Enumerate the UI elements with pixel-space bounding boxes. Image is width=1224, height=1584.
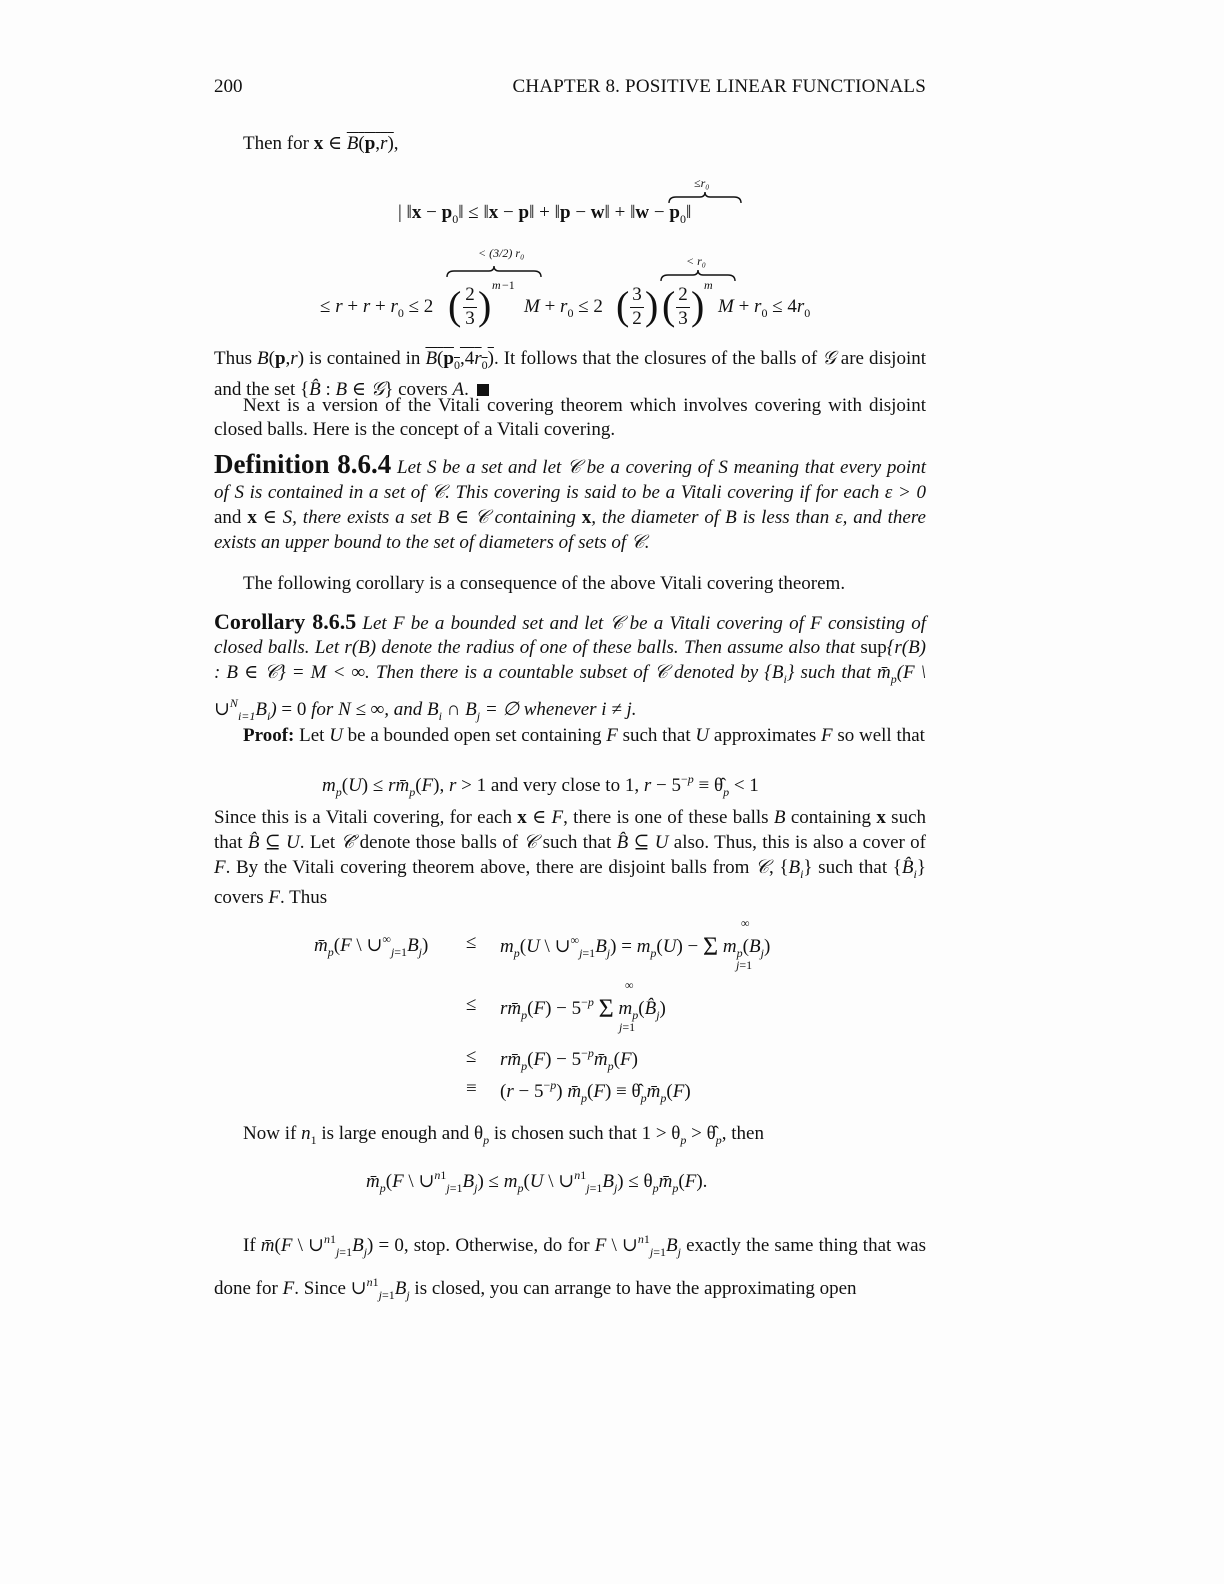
eq1-brace-label: ≤r₀ <box>694 176 710 190</box>
eq1-overbrace-b <box>660 270 736 282</box>
paragraph-thus: Thus B(p,r) is contained in $B(p_0,4r_0)$. It follows that the closures of the balls of 𝒢 are disjoint and the set {B̂ : B ∈ 𝒢} covers A. <box>214 347 927 400</box>
intro-line: Then for x ∈ $\overline{B}(p,r)$, <box>243 133 399 154</box>
paragraph-following: The following corollary is a consequence of the above Vitali covering theorem. <box>243 573 846 594</box>
eq1-line1: | ‖x − $p_0‖$ ≤ ‖x − p‖ + ‖p − w‖ + ‖w − $p_0‖$ <box>398 202 692 226</box>
proof-label: Proof: <box>243 725 295 746</box>
chapter-title: CHAPTER 8. POSITIVE LINEAR FUNCTIONALS <box>512 76 926 97</box>
corollary-label: Corollary 8.6.5 <box>214 609 357 634</box>
eq1-brace-b-label: < r₀ <box>686 254 706 268</box>
paragraph-now: Now if $n_1$ is large enough and $\theta_p$ is chosen such that $1 > \theta_p$ > $\thetâ_p$, then <box>243 1123 764 1147</box>
final-equation: $m̄_p(F$ \ $\cup^{n1}_{j=1}B_j) \le m_p(U$ \ $\cup^{n1}_{j=1}B_j$) ≤ $\theta_pm̄_p(F)$. <box>366 1168 708 1195</box>
sum2-bottom: j=1 <box>619 1020 636 1034</box>
eq1-brace-a-label: < (3/2) r₀ <box>478 246 525 260</box>
eq1-overbrace-a <box>446 266 542 278</box>
corollary-block: Corollary 8.6.5 Let F be a bounded set and let 𝒞 be a Vitali covering of F consisting of closed balls. Let r(B) denote the radius of one of these balls. Then assume also that sup{r(B) : B ∈ 𝒞} = M < ∞. Then there is a countable subset of 𝒞 denoted by $\{B_i\}$ such that $m̄_p(F$ \ $\cup^N_{i=1}B_i) = 0$ for N ≤ ∞, and $B_i$ ∩ $B_j$ = ∅ whenever i ≠ j. <box>214 609 927 723</box>
proof-intro: Proof: Let U be a bounded open set containing F such that U approximates F so well that <box>243 725 925 746</box>
align-row-4: $(r - 5^{-p})$ $m̄_p(F)$ ≡ $\thetâ_pm̄_p(F)$ <box>500 1078 691 1105</box>
align-row-2: $rm̄_p(F) - 5^{-p}$ Σ $m_p(B̂_j)$ <box>500 994 666 1023</box>
align-row-1: $m_p(U$ \ $\cup^\infty_{j=1}B_j) = m_p(U) - \Sigma$ $m_p(B_j)$ <box>500 932 771 961</box>
sum2-top: ∞ <box>625 978 634 992</box>
align-rel-4: ≡ <box>466 1078 477 1099</box>
definition-label: Definition 8.6.4 <box>214 449 392 479</box>
paragraph-next: Next is a version of the Vitali covering theorem which involves covering with disjoint closed balls. Here is the concept of a Vitali covering. <box>214 395 926 440</box>
proof-paragraph-2: Since this is a Vitali covering, for each x ∈ F, there is one of these balls B containing x such that B̂ ⊆ U. Let 𝒞̂ denote those balls of 𝒞 such that B̂ ⊆ U also. Thus, this is also a cover of F. By the Vitali covering theorem above, there are disjoint balls from 𝒞, $\{B_i\}$ such that $\{B̂_i\}$ covers F. Thus <box>214 807 927 908</box>
align-rel-2: ≤ <box>466 994 477 1015</box>
sum1-top: ∞ <box>741 916 750 930</box>
align-rel-3: ≤ <box>466 1046 477 1067</box>
document-page: 200 CHAPTER 8. POSITIVE LINEAR FUNCTIONALS Then for x ∈ $\overline{B}(p,r)$, ≤r₀ | ‖x − $p_0‖$ ≤ ‖x − p‖ + ‖p − w‖ + ‖w − $p_0‖$ < (3/2) r₀ < r₀ ≤ $r + r + r_0 \le 2$ ( 2 3 ) m −1 $M + r_0 \le 2$ ( 3 2 ) ( 2 3 ) m $M + r_0 \le 4r_0$ Thus B(p,r) is contained in $B(p_0,4r_0)$. It follows that the closures of the balls of 𝒢 are disjoint and the set {B̂ : B ∈ 𝒢} covers A. Next is a version of the Vitali covering theorem which involves covering with disjoint closed balls. Here is the concept of a Vitali covering. Definition 8.6.4 Let S be a set and let 𝒞 be a covering of S meaning that every point of S is contained in a set of 𝒞. This covering is said to be a Vitali covering if for each ε > 0 and x ∈ S, there exists a set B ∈ 𝒞 containing x, the diameter of B is less than ε, and there exists an upper bound to the set of diameters of sets of 𝒞. The following corollary is a consequence of the above Vitali covering theorem. Corollary 8.6.5 Let F be a bounded set and let 𝒞 be a Vitali covering of F consisting of closed balls. Let r(B) denote the radius of one of these balls. Then assume also that sup{r(B) : B ∈ 𝒞} = M < ∞. Then there is a countable subset of 𝒞 denoted by $\{B_i\}$ such that $m̄_p(F$ \ $\cup^N_{i=1}B_i) = 0$ for N ≤ ∞, and $B_i$ ∩ $B_j$ = ∅ whenever i ≠ j. Proof: Let U be a bounded open set containing F such that U approximates F so well that $m_p(U)$ ≤ $rm̄_p(F)$, r > 1 and very close to 1, $r - 5^{-p}$ ≡ $\thetâ_p < 1$ Since this is a Vitali covering, for each x ∈ F, there is one of these balls B containing x such that B̂ ⊆ U. Let 𝒞̂ denote those balls of 𝒞 such that B̂ ⊆ U also. Thus, this is also a cover of F. By the Vitali covering theorem above, there are disjoint balls from 𝒞, $\{B_i\}$ such that $\{B̂_i\}$ covers F. Thus $m̄_p(F$ \ $\cup^\infty_{j=1}B_j$) ≤ $m_p(U$ \ $\cup^\infty_{j=1}B_j) = m_p(U) - \Sigma$ $m_p(B_j)$ ∞ j=1 ≤ $rm̄_p(F) - 5^{-p}$ Σ $m_p(B̂_j)$ ∞ j=1 ≤ $rm̄_p(F)$ − $5^{-p}m̄_p(F)$ ≡ $(r - 5^{-p})$ $m̄_p(F)$ ≡ $\thetâ_pm̄_p(F)$ Now if $n_1$ is large enough and $\theta_p$ is chosen such that $1 > \theta_p$ > $\thetâ_p$, then $m̄_p(F$ \ $\cup^{n1}_{j=1}B_j) \le m_p(U$ \ $\cup^{n1}_{j=1}B_j$) ≤ $\theta_pm̄_p(F)$. If m̄(F \ $\cup^{n1}_{j=1}B_j) = 0$, stop. Otherwise, do for F \ $\cup^{n1}_{j=1}B_j$ exactly the same thing that was done for F. Since $\cup^{n1}_{j=1}B_j$ is closed, you can arrange to have the approximating open <box>0 0 1224 1584</box>
align-row-3: $rm̄_p(F)$ − $5^{-p}m̄_p(F)$ <box>500 1046 638 1073</box>
align-lhs: $m̄_p(F$ \ $\cup^\infty_{j=1}B_j$) <box>314 932 429 959</box>
sum1-bottom: j=1 <box>736 958 753 972</box>
align-rel-1: ≤ <box>466 932 477 953</box>
definition-block: Definition 8.6.4 Let S be a set and let 𝒞 be a covering of S meaning that every point of S is contained in a set of 𝒞. This covering is said to be a Vitali covering if for each ε > 0 and x ∈ S, there exists a set B ∈ 𝒞 containing x, the diameter of B is less than ε, and there exists an upper bound to the set of diameters of sets of 𝒞. <box>214 449 927 553</box>
paragraph-if: If m̄(F \ $\cup^{n1}_{j=1}B_j) = 0$, stop. Otherwise, do for F \ $\cup^{n1}_{j=1}B_j$ exactly the same thing that was done for F. Since $\cup^{n1}_{j=1}B_j$ is closed, you can arrange to have the approximating open <box>214 1232 926 1302</box>
page-number: 200 <box>214 76 243 97</box>
proof-equation: $m_p(U)$ ≤ $rm̄_p(F)$, r > 1 and very close to 1, $r - 5^{-p}$ ≡ $\thetâ_p < 1$ <box>322 772 759 799</box>
